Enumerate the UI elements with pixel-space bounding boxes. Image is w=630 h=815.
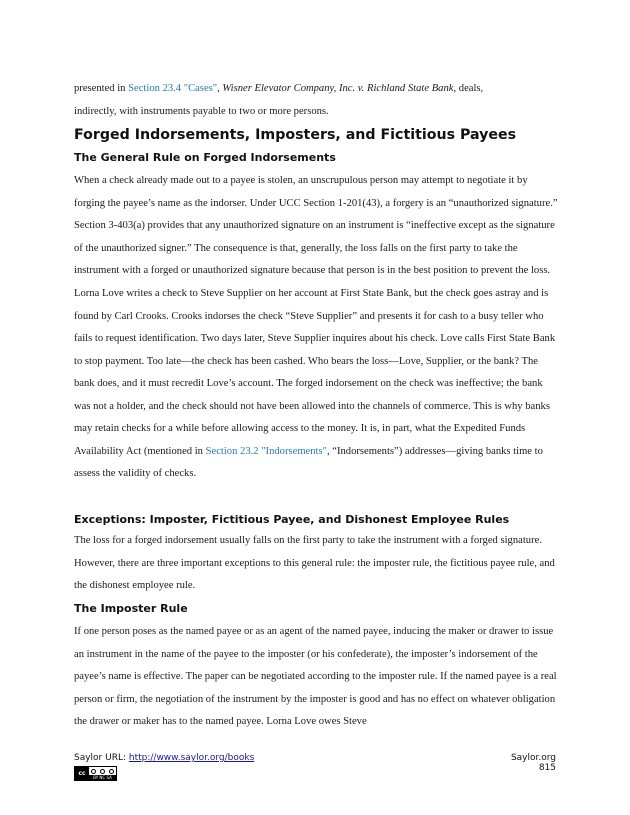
cc-logo-icon: cc	[75, 767, 89, 780]
paragraph-lorna-love-example: Lorna Love writes a check to Steve Supplier on her account at First State Bank, but the check goes astray and is found by Carl Crooks. Crooks indorses the check “Steve Supplier” and presents it for cash to a busy teller who fails to request identification. Two days later, Steve Supplier inquires about his check. Love calls First State Bank to stop payment. Too late—the check has been cashed. Who bears the loss—Love, Supplier, or the bank? The bank does, and it must recredit Love’s account. The forged indorsement on the check was ineffective; the bank was not a holder, and the check should not have been allowed into the channels of commerce. This is why banks may retain checks for a while before allowing access to the money. It is, in part, what the Expedited Funds Availability Act (mentioned in Section 23.2 "Indorsements", “Indorsements”) addresses—giving banks time to assess the validity of checks.	[74, 288, 556, 479]
paragraph-imposter-rule: If one person poses as the named payee or as an agent of the named payee, inducing the maker or drawer to issue an instrument in the name of the payee to the imposter (or his confederate), the imposter’s indorsement of the payee’s name is effective. The paper can be negotiated according to the imposter rule. If the named payee is a real person or firm, the negotiation of the instrument by the imposter is good and has no effect on whatever obligation the drawer or maker has to the named payee. Lorna Love owes Steve	[74, 626, 557, 727]
case-name: Wisner Elevator Company, Inc. v. Richland State Bank	[222, 83, 454, 94]
section-23-4-link[interactable]: Section 23.4 "Cases"	[128, 83, 218, 94]
page-number: 815	[538, 763, 556, 773]
subheading-general-rule: The General Rule on Forged Indorsements	[74, 151, 336, 164]
saylor-books-link[interactable]: http://www.saylor.org/books	[128, 753, 255, 763]
sharealike-icon	[109, 769, 114, 774]
section-23-2-link[interactable]: Section 23.2 "Indorsements"	[205, 445, 327, 457]
section-heading-forged-indorsements: Forged Indorsements, Imposters, and Fictitious Payees	[74, 127, 517, 143]
intro-paragraph: presented in Section 23.4 "Cases", Wisner Elevator Company, Inc. v. Richland State Bank, deals, indirectly, with instruments payable to two or more persons.	[74, 83, 484, 117]
footer-site	[511, 753, 556, 773]
site-name: Saylor.org	[510, 753, 556, 763]
subheading-imposter-rule: The Imposter Rule	[74, 602, 188, 615]
subheading-exceptions: Exceptions: Imposter, Fictitious Payee, and Dishonest Employee Rules	[74, 513, 510, 526]
footer-url: Saylor URL: http://www.saylor.org/books	[74, 753, 255, 763]
creative-commons-badge	[74, 766, 117, 781]
paragraph-exceptions: The loss for a forged indorsement usually falls on the first party to take the instrument with a forged signature. However, there are three important exceptions to this general rule: the imposter rule, the fictitious payee rule, and the dishonest employee rule.	[74, 535, 555, 591]
paragraph-general-rule: When a check already made out to a payee is stolen, an unscrupulous person may attempt to negotiate it by forging the payee’s name as the indorser. Under UCC Section 1-201(43), a forgery is an “unauthorized signature.” Section 3-403(a) provides that any unauthorized signature on an instrument is “ineffective except as the signature of the unauthorized signer.” The consequence is that, generally, the loss falls on the first party to take the instrument with a forged or unauthorized signature because that person is in the best position to prevent the loss.	[74, 175, 558, 276]
noncommercial-icon	[100, 769, 105, 774]
license-text: BY NC SA	[89, 775, 116, 780]
attribution-icon	[91, 769, 96, 774]
